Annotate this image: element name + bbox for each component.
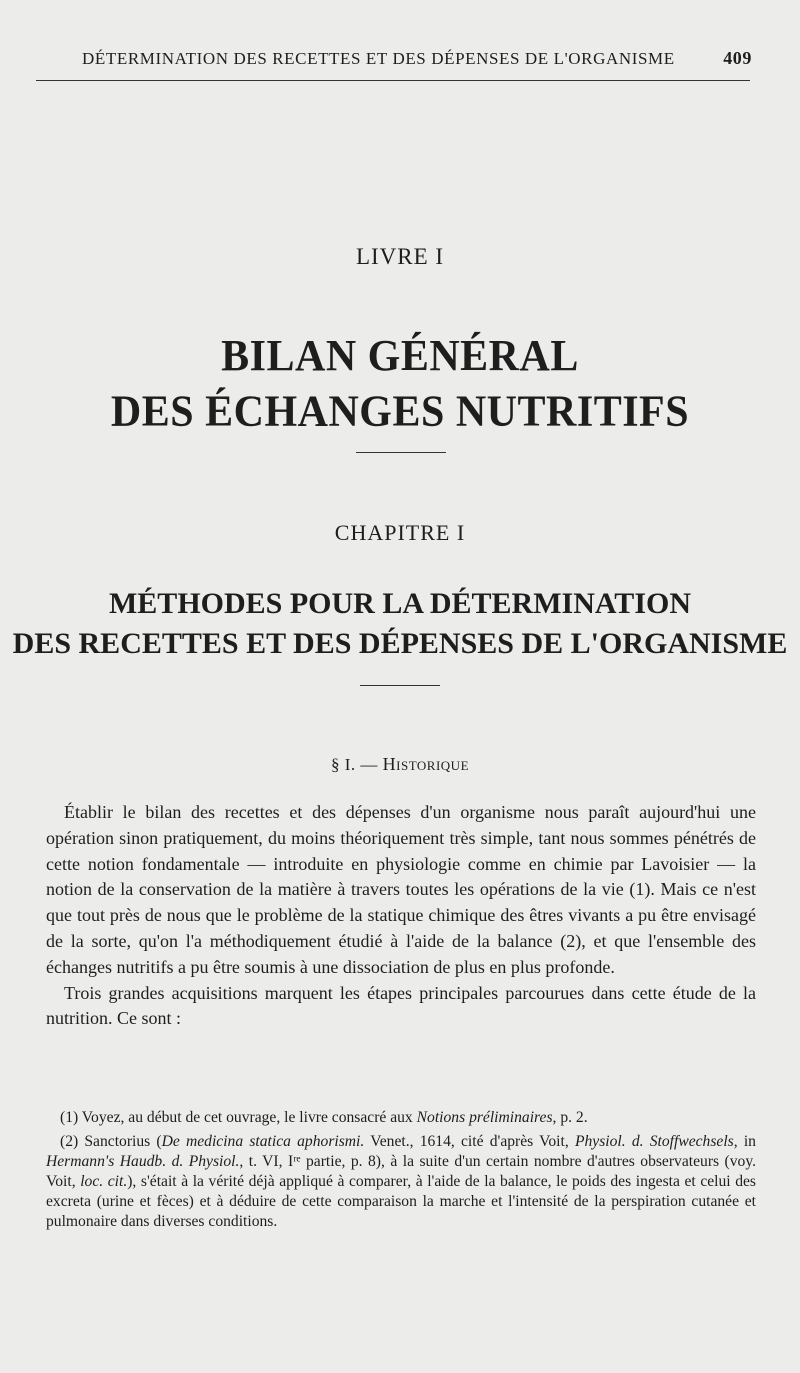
- footnote-text: ), s'était à la vérité déjà appliqué à comparer, à l'aide de la balance, le poids des ingesta et celui des excreta (urine et fèces) et à déduire de cette comparaison la marche et l'intensité de la perspiration cutanée et pulmonaire dans diverses conditions.: [46, 1173, 757, 1230]
- paragraph: Trois grandes acquisitions marquent les étapes principales parcourues dans cette étude de la nutrition. Ce sont :: [46, 982, 756, 1029]
- footnote-2: [46, 1132, 756, 1232]
- livre-heading: LIVRE I: [355, 244, 445, 269]
- footnote-text: , p. 2.: [552, 1109, 588, 1126]
- footnote-italic: Notions préliminaires: [416, 1109, 553, 1126]
- footnotes: [46, 1108, 756, 1236]
- paragraph: Établir le bilan des recettes et des dépenses d'un organisme nous paraît aujourd'hui une opération sinon pratiquement, du moins théoriquement très simple, tant nous sommes pénétrés de cette notion fondamentale — introduite en physiologie comme en chimie par Lavoisier — la notion de la conservation de la matière à travers toutes les opérations de la vie (1). Mais ce n'est que tout près de nous que le problème de la statique chimique des êtres vivants a pu être envisagé de la sorte, qu'on l'a méthodiquement étudié à l'aide de la balance (2), et que l'ensemble des échanges nutritifs a pu être soumis à une dissociation de plus en plus profonde.: [46, 802, 756, 977]
- title-divider: [356, 452, 446, 453]
- footnote-text: , t. VI, Iʳᵉ partie, p. 8), à la suite d'un certain nombre d'autres observateurs (voy. Voit,: [46, 1153, 757, 1190]
- footnote-italic: loc. cit.: [80, 1173, 128, 1190]
- footnote-italic: De medicina statica aphorismi.: [161, 1133, 365, 1150]
- footnote-text: Venet., 1614, cité d'après Voit,: [364, 1133, 575, 1150]
- footnote-italic: Physiol. d. Stoffwechsels: [574, 1133, 734, 1150]
- chapitre-heading: CHAPITRE I: [334, 520, 466, 545]
- chapter-title-line-1: MÉTHODES POUR LA DÉTERMINATION: [108, 587, 691, 620]
- book-title: [0, 329, 800, 439]
- header-rule: [36, 80, 750, 81]
- footnote-text: (2) Sanctorius (: [60, 1133, 162, 1150]
- page-number: 409: [723, 48, 752, 68]
- section-prefix: § I. —: [330, 755, 383, 774]
- running-head-title: DÉTERMINATION DES RECETTES ET DES DÉPENSES DE L'ORGANISME: [82, 49, 675, 68]
- chapter-divider: [360, 685, 440, 686]
- footnote-1: [46, 1108, 756, 1128]
- section-heading: [0, 754, 800, 775]
- chapter-title: [0, 584, 800, 664]
- footnote-text: (1) Voyez, au début de cet ouvrage, le livre consacré aux: [60, 1109, 417, 1126]
- chapter-title-line-2: DES RECETTES ET DES DÉPENSES DE L'ORGANISME: [12, 627, 788, 660]
- running-head: [52, 48, 752, 69]
- footnote-italic: Hermann's Haudb. d. Physiol.: [46, 1153, 240, 1170]
- book-title-line-1: BILAN GÉNÉRAL: [221, 332, 579, 381]
- body-text: [46, 800, 756, 1032]
- footnote-text: , in: [733, 1133, 756, 1150]
- book-title-line-2: DES ÉCHANGES NUTRITIFS: [110, 387, 690, 436]
- section-label: Historique: [382, 754, 470, 774]
